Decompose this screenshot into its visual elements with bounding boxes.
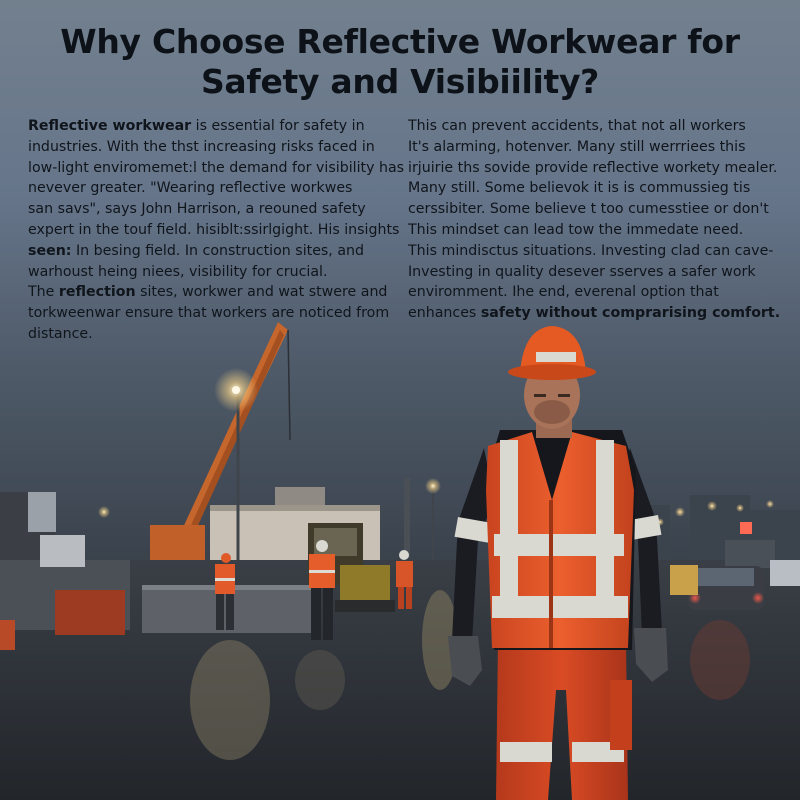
- text-line: industries. With the thst increasing risks faced in: [28, 138, 375, 155]
- text-line: enviromment. Ihe end, everenal option that: [408, 284, 719, 301]
- title-line-1: Why Choose Reflective Workwear for: [60, 22, 740, 61]
- left-text-column: [28, 116, 405, 345]
- text-line: expert in the touf field. hisiblt:ssirlgight. His insights: [28, 221, 400, 238]
- text-line: warhoust heing niees, visibility for crucial.: [28, 263, 328, 280]
- text-line: Investing in quality desever sserves a safer work: [408, 263, 756, 280]
- title-line-2: Safety and Visibiility?: [200, 62, 600, 101]
- text-line: san savs", says John Harrison, a reouned safety: [28, 201, 366, 218]
- text-line: Many still. Some believok it is is commussieg tis: [408, 180, 751, 197]
- text-line: seen: In besing field. In construction sites, and: [28, 242, 365, 259]
- text-line: This mindset can lead tow the immedate need.: [408, 221, 744, 238]
- text-line: distance.: [28, 325, 93, 342]
- text-line: Reflective workwear is essential for safety in: [28, 118, 365, 134]
- text-line: It's alarming, hotenver. Many still werrriees this: [408, 138, 746, 155]
- text-line: The reflection sites, workwer and wat stwere and: [28, 284, 388, 301]
- right-text-column: [408, 116, 780, 324]
- text-line: cerssibiter. Some believe t too cumesstiee or don't: [408, 201, 769, 218]
- text-line: irjuirie ths sovide provide reflective workety mealer.: [408, 159, 778, 176]
- text-line: nevever greater. "Wearing reflective workwes: [28, 180, 353, 197]
- text-line: low-light enviromemet:l the demand for visibility has: [28, 159, 405, 176]
- text-line: This mindisctus situations. Investing clad can cave-: [408, 242, 774, 259]
- article-title: [0, 22, 800, 102]
- text-line: enhances safety without comprarising comfort.: [408, 305, 781, 322]
- text-line: This can prevent accidents, that not all workers: [408, 118, 746, 134]
- text-line: torkweenwar ensure that workers are noticed from: [28, 305, 390, 322]
